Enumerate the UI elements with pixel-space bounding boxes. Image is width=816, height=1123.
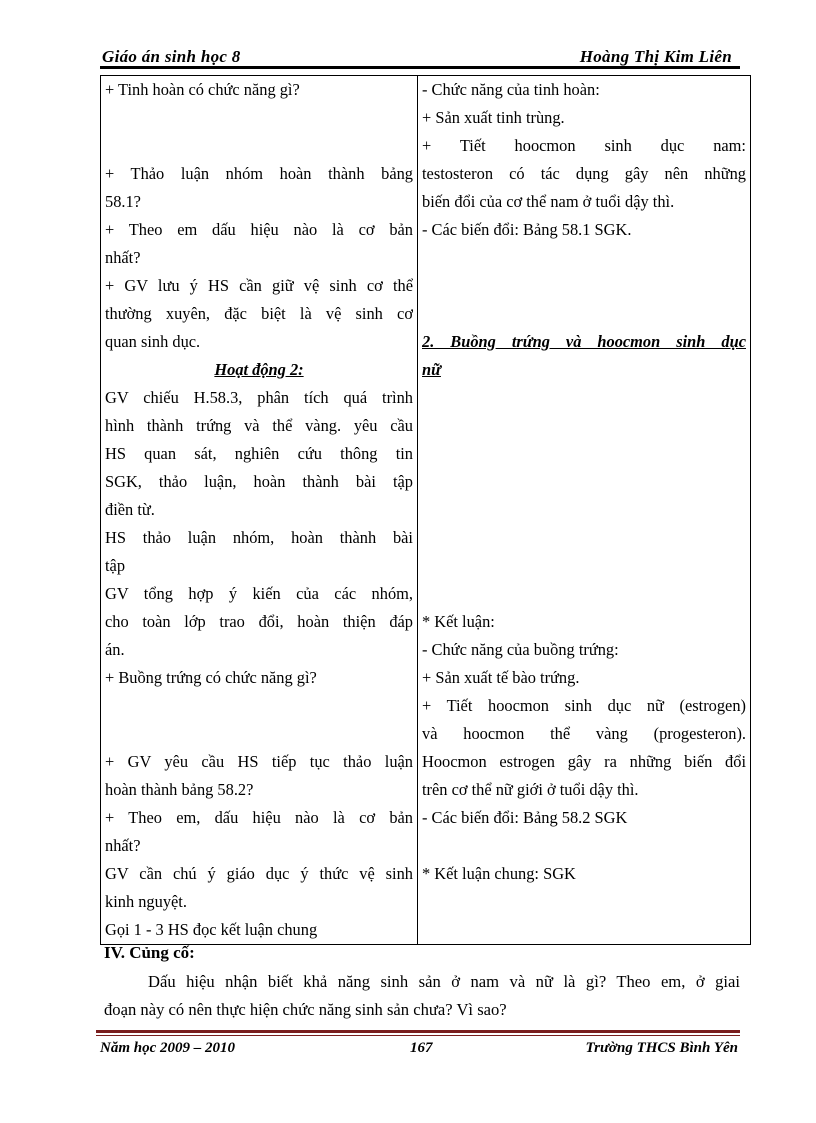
footer-school-name: Trường THCS Bình Yên — [585, 1040, 738, 1056]
review-question-line-2: đoạn này có nên thực hiện chức năng sinh sản chưa? Vì sao? — [104, 1000, 507, 1019]
left-line: nhất? — [105, 248, 141, 267]
left-line: 58.1? — [105, 192, 141, 211]
table-row — [101, 76, 751, 945]
left-line: + Tinh hoàn có chức năng gì? — [105, 80, 300, 99]
left-line: HS quan sát, nghiên cứu thông tin — [105, 444, 413, 463]
header-rule — [100, 66, 740, 69]
right-line: và hoocmon thể vàng (progesteron). — [422, 724, 746, 743]
right-line — [422, 916, 746, 944]
right-line: Hoocmon estrogen gây ra những biến đổi — [422, 752, 746, 771]
right-line — [422, 384, 746, 412]
right-line: biến đổi của cơ thể nam ở tuổi dậy thì. — [422, 192, 675, 211]
right-line: * Kết luận chung: SGK — [422, 864, 576, 883]
left-line: Gọi 1 - 3 HS đọc kết luận chung — [105, 920, 318, 939]
left-line: + Buồng trứng có chức năng gì? — [105, 668, 317, 687]
footer-rule-thin — [96, 1035, 740, 1036]
left-line — [105, 720, 413, 748]
left-line: điền từ. — [105, 500, 155, 519]
header-author: Hoàng Thị Kim Liên — [579, 47, 732, 66]
left-line: + Theo em dấu hiệu nào là cơ bản — [105, 220, 413, 239]
left-line: thường xuyên, đặc biệt là vệ sinh cơ — [105, 304, 413, 323]
right-line: * Kết luận: — [422, 612, 495, 631]
page-number: 167 — [410, 1040, 433, 1056]
right-line: - Chức năng của tinh hoàn: — [422, 80, 600, 99]
left-line: cho toàn lớp trao đổi, hoàn thiện đáp — [105, 612, 413, 631]
right-line — [422, 272, 746, 300]
left-line: nhất? — [105, 836, 141, 855]
right-line — [422, 888, 746, 916]
left-line: + GV yêu cầu HS tiếp tục thảo luận — [105, 752, 413, 771]
right-line — [422, 440, 746, 468]
left-line: GV tổng hợp ý kiến của các nhóm, — [105, 584, 413, 603]
left-line: hình thành trứng và thể vàng. yêu cầu — [105, 416, 413, 435]
right-line: + Sản xuất tế bào trứng. — [422, 668, 580, 687]
left-line: HS thảo luận nhóm, hoàn thành bài — [105, 528, 413, 547]
lesson-table — [100, 75, 751, 945]
right-line — [422, 468, 746, 496]
left-line: + GV lưu ý HS cần giữ vệ sinh cơ thể — [105, 276, 413, 295]
right-line: + Tiết hoocmon sinh dục nữ (estrogen) — [422, 696, 746, 715]
section-title: IV. Củng cố: — [104, 943, 195, 962]
left-line: kinh nguyệt. — [105, 892, 187, 911]
section-2-heading-cont: nữ — [422, 360, 441, 379]
left-line: + Thảo luận nhóm hoàn thành bảng — [105, 164, 413, 183]
activity-2-heading: Hoạt động 2: — [214, 360, 304, 379]
left-line: GV chiếu H.58.3, phân tích quá trình — [105, 388, 413, 407]
left-line — [105, 104, 413, 132]
right-line: - Các biến đổi: Bảng 58.2 SGK — [422, 808, 628, 827]
left-line: quan sinh dục. — [105, 332, 201, 351]
left-line: GV cần chú ý giáo dục ý thức vệ sinh — [105, 864, 413, 883]
left-line: hoàn thành bảng 58.2? — [105, 780, 254, 799]
left-line: + Theo em, dấu hiệu nào là cơ bản — [105, 808, 413, 827]
header-subject: Giáo án sinh học 8 — [102, 47, 241, 66]
right-line: testosteron có tác dụng gây nên những — [422, 164, 746, 183]
right-line: - Chức năng của buồng trứng: — [422, 640, 619, 659]
right-line — [422, 580, 746, 608]
teacher-activity-column — [101, 76, 418, 945]
right-line — [422, 552, 746, 580]
left-line — [105, 692, 413, 720]
left-line: án. — [105, 640, 125, 659]
page-footer — [100, 1040, 740, 1062]
footer-rule — [96, 1030, 740, 1033]
right-line — [422, 524, 746, 552]
right-line — [422, 832, 746, 860]
right-line — [422, 412, 746, 440]
right-line — [422, 244, 746, 272]
content-column — [418, 76, 751, 945]
left-line: SGK, thảo luận, hoàn thành bài tập — [105, 472, 413, 491]
left-line — [105, 132, 413, 160]
right-line: + Tiết hoocmon sinh dục nam: — [422, 136, 746, 155]
footer-school-year: Năm học 2009 – 2010 — [100, 1040, 235, 1056]
section-2-heading: 2. Buồng trứng và hoocmon sinh dục — [422, 332, 746, 351]
right-line — [422, 496, 746, 524]
right-line: + Sản xuất tinh trùng. — [422, 108, 565, 127]
right-line — [422, 300, 746, 328]
right-line: - Các biến đổi: Bảng 58.1 SGK. — [422, 220, 632, 239]
right-line: trên cơ thể nữ giới ở tuổi dậy thì. — [422, 780, 639, 799]
left-line: tập — [105, 556, 126, 575]
review-question-line-1: Dấu hiệu nhận biết khả năng sinh sản ở nam và nữ là gì? Theo em, ở giai — [148, 972, 740, 991]
